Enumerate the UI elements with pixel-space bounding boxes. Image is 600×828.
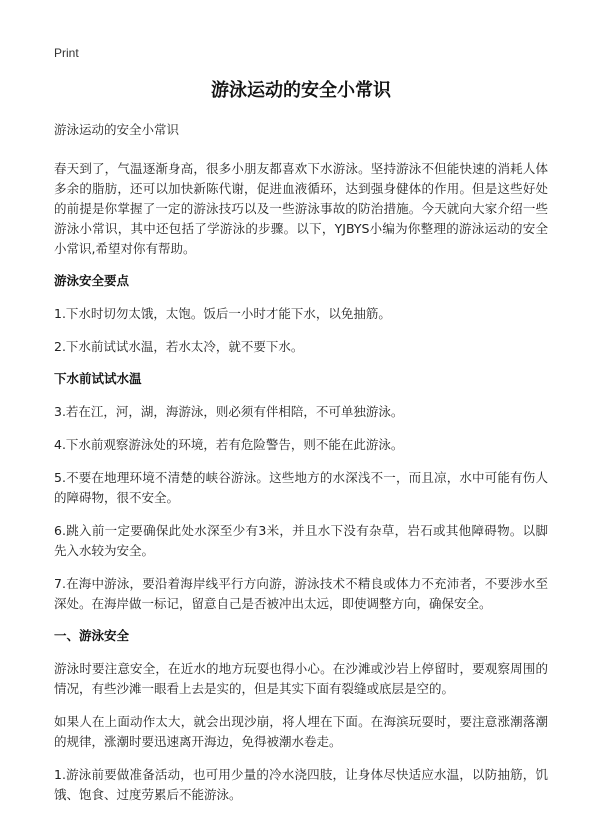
intro-paragraph: 春天到了，气温逐渐身高，很多小朋友都喜欢下水游泳。坚持游泳不但能快速的消耗人体多余的脂肪，还可以加快新陈代谢，促进血液循环，达到强身健体的作用。但是这些好处的前提是你掌握了一定的游泳技巧以及一些游泳事故的防治措施。今天就向大家介绍一些游泳小常识，其中还包括了学游泳的步骤。以下，YJBYS小编为你整理的游泳运动的安全小常识,希望对你有帮助。 <box>54 161 548 256</box>
page-title: 游泳运动的安全小常识 <box>211 80 391 101</box>
paragraph: 游泳时要注意安全，在近水的地方玩耍也得小心。在沙滩或沙岩上停留时，要观察周围的情况，有些沙滩一眼看上去是实的，但是其实下面有裂缝或底层是空的。 <box>54 661 548 696</box>
list-item: 1.游泳前要做准备活动，也可用少量的冷水浇四肢，让身体尽快适应水温，以防抽筋，饥饿、饱食、过度劳累后不能游泳。 <box>54 767 548 802</box>
list-item: 6.跳入前一定要确保此处水深至少有3米，并且水下没有杂草，岩石或其他障碍物。以脚先入水较为安全。 <box>54 523 548 558</box>
list-item: 2.下水前试试水温，若水太冷，就不要下水。 <box>54 339 304 354</box>
article-subtitle: 游泳运动的安全小常识 <box>54 122 180 137</box>
list-item: 1.下水时切勿太饿，太饱。饭后一小时才能下水，以免抽筋。 <box>54 306 391 321</box>
section-heading-swim-safety: 一、游泳安全 <box>54 628 130 643</box>
print-link[interactable]: Print <box>54 46 79 60</box>
section-heading-water-temp: 下水前试试水温 <box>54 371 142 386</box>
list-item: 3.若在江，河，湖，海游泳，则必须有伴相陪，不可单独游泳。 <box>54 404 404 419</box>
list-item: 5.不要在地理环境不清楚的峡谷游泳。这些地方的水深浅不一，而且凉，水中可能有伤人的障碍物，很不安全。 <box>54 470 548 505</box>
list-item: 7.在海中游泳，要沿着海岸线平行方向游，游泳技术不精良或体力不充沛者，不要涉水至深处。在海岸做一标记，留意自己是否被冲出太远，即使调整方向，确保安全。 <box>54 576 548 611</box>
article <box>54 78 548 818</box>
paragraph: 如果人在上面动作太大，就会出现沙崩，将人埋在下面。在海滨玩耍时，要注意涨潮落潮的规律，涨潮时要迅速离开海边，免得被潮水卷走。 <box>54 714 548 749</box>
section-heading-safety-points: 游泳安全要点 <box>54 273 130 288</box>
list-item: 4.下水前观察游泳处的环境，若有危险警告，则不能在此游泳。 <box>54 437 404 452</box>
